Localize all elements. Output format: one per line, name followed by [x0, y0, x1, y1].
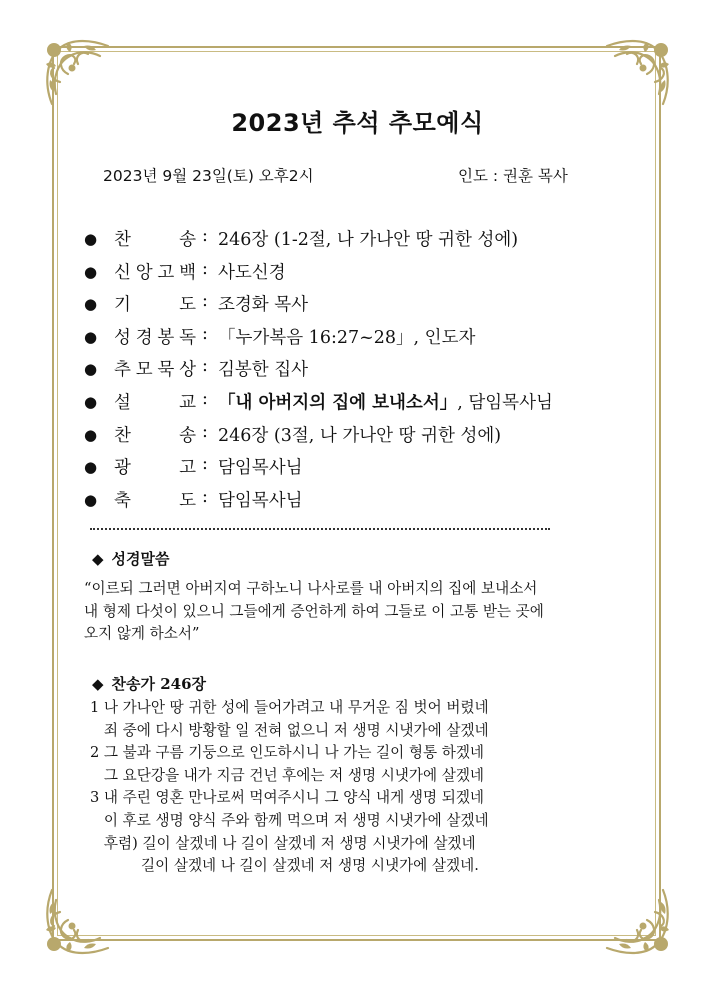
order-value: 246장 (3절, 나 가나안 땅 귀한 성에)	[218, 425, 502, 446]
diamond-icon: ◆	[92, 675, 104, 693]
bullet-dot-icon: ●	[84, 327, 98, 346]
ornament-corner-bottom-left-icon	[38, 880, 118, 960]
scripture-heading	[92, 548, 170, 569]
scripture-heading-text: 성경말씀	[111, 550, 170, 568]
ornament-corner-top-right-icon	[597, 34, 677, 114]
service-leader: 인도 : 권훈 목사	[458, 167, 568, 185]
bullet-dot-icon: ●	[84, 392, 98, 411]
order-label: 찬 송	[114, 425, 196, 446]
order-label: 신 앙 고 백	[114, 262, 196, 283]
hymn-line: 1 나 가나안 땅 귀한 성에 들어가려고 내 무거운 짐 벗어 버렸네	[90, 699, 489, 716]
hymn-line: 후렴) 길이 살겠네 나 길이 살겠네 저 생명 시냇가에 살겠네	[90, 834, 476, 852]
order-value: 김봉한 집사	[218, 360, 309, 381]
bullet-dot-icon: ●	[84, 360, 98, 379]
order-value: 246장 (1-2절, 나 가나안 땅 귀한 성에)	[218, 230, 519, 250]
order-label: 설 교	[114, 392, 196, 413]
colon: :	[202, 454, 208, 475]
diamond-icon: ◆	[92, 550, 104, 568]
order-value: 「누가복음 16:27~28」, 인도자	[218, 327, 476, 348]
order-value: 사도신경	[218, 262, 286, 283]
order-value: 담임목사님	[218, 458, 303, 479]
scripture-text	[84, 578, 544, 646]
scripture-line: 내 형제 다섯이 있으니 그들에게 증언하게 하여 그들로 이 고통 받는 곳에	[84, 602, 544, 620]
bullet-dot-icon: ●	[84, 295, 98, 314]
colon: :	[202, 356, 208, 377]
service-date: 2023년 9월 23일(토) 오후2시	[103, 167, 314, 185]
colon: :	[202, 323, 208, 344]
colon: :	[202, 388, 208, 409]
ornament-corner-bottom-right-icon	[597, 880, 677, 960]
colon: :	[202, 291, 208, 312]
hymn-heading	[92, 673, 206, 694]
order-label: 축 도	[114, 490, 196, 511]
bullet-dot-icon: ●	[84, 490, 98, 509]
hymn-line: 이 후로 생명 양식 주와 함께 먹으며 저 생명 시냇가에 살겠네	[90, 811, 489, 829]
order-value	[218, 389, 553, 414]
dotted-divider	[90, 528, 550, 530]
hymn-line: 그 요단강을 내가 지금 건넌 후에는 저 생명 시냇가에 살겠네	[90, 766, 485, 784]
page-title: 2023년 추석 추모예식	[231, 109, 484, 137]
hymn-line: 죄 중에 다시 방황할 일 전혀 없으니 저 생명 시냇가에 살겠네	[90, 721, 489, 739]
colon: :	[202, 258, 208, 279]
order-label: 기 도	[114, 295, 196, 316]
hymn-line: 3 내 주린 영혼 만나로써 먹여주시니 그 양식 내게 생명 되겠네	[90, 789, 485, 807]
order-value: 조경화 목사	[218, 295, 309, 316]
order-label: 성 경 봉 독	[114, 327, 196, 348]
colon: :	[202, 226, 208, 246]
hymn-line: 2 그 불과 구름 기둥으로 인도하시니 나 가는 길이 형통 하겠네	[90, 744, 485, 762]
ornament-corner-top-left-icon	[38, 34, 118, 114]
scripture-line: 오지 않게 하소서”	[84, 625, 200, 642]
sermon-preacher: , 담임목사님	[457, 392, 553, 413]
colon: :	[202, 486, 208, 507]
order-label: 찬 송	[114, 230, 196, 250]
scripture-line: “이르되 그러면 아버지여 구하노니 나사로를 내 아버지의 집에 보내소서	[84, 580, 538, 597]
hymn-line: 길이 살겠네 나 길이 살겠네 저 생명 시냇가에 살겠네.	[90, 857, 479, 875]
order-label: 광 고	[114, 458, 196, 479]
bullet-dot-icon: ●	[84, 230, 98, 248]
hymn-lyrics	[90, 697, 489, 878]
colon: :	[202, 421, 208, 442]
order-value: 담임목사님	[218, 490, 303, 511]
bullet-dot-icon: ●	[84, 262, 98, 281]
order-label: 추 모 묵 상	[114, 360, 196, 381]
bullet-dot-icon: ●	[84, 458, 98, 477]
hymn-heading-text: 찬송가 246장	[111, 675, 207, 693]
bullet-dot-icon: ●	[84, 425, 98, 444]
sermon-title: 「내 아버지의 집에 보내소서」	[218, 392, 458, 413]
